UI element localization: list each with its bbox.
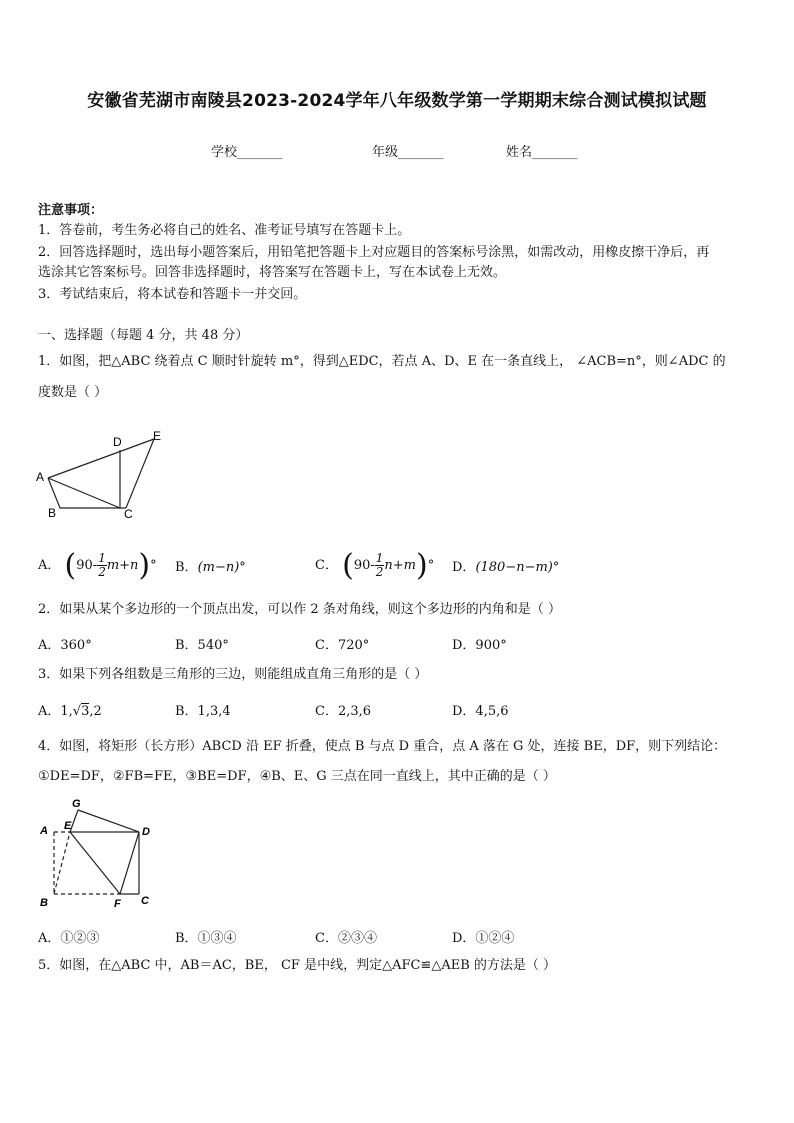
option-label: C． <box>315 558 338 573</box>
q4-option-a[interactable]: A．①②③ <box>38 931 100 946</box>
question-5-text: 5．如图，在△ABC 中，AB＝AC，BE， CF 是中线，判定△AFC≌△AEB 的方法是（ ） <box>38 958 557 973</box>
q2-option-d[interactable]: D．900° <box>452 638 507 653</box>
section-heading: 一、选择题（每题 4 分，共 48 分） <box>38 328 249 343</box>
question-3-text: 3．如果下列各组数是三角形的三边，则能组成直角三角形的是（ ） <box>38 667 428 682</box>
notice-heading: 注意事项： <box>38 203 104 218</box>
q2-option-c[interactable]: C．720° <box>315 638 370 653</box>
label-b: B <box>40 897 48 908</box>
label-f: F <box>114 898 121 908</box>
label-b: B <box>48 506 57 520</box>
q1-option-d[interactable]: D．(180−n−m)° <box>452 560 560 575</box>
q4-option-c[interactable]: C．②③④ <box>315 931 377 946</box>
question-1-text-cont: 度数是（ ） <box>38 385 108 400</box>
grade-field: 年级_______ <box>372 145 444 160</box>
q3-option-c[interactable]: C．2,3,6 <box>315 704 372 719</box>
question-4-text: 4．如图，将矩形（长方形）ABCD 沿 EF 折叠，使点 B 与点 D 重合，点 A 落在 G 处，连接 BE，DF，则下列结论： <box>38 739 727 754</box>
notice-item: 2．回答选择题时，选出每小题答案后，用铅笔把答题卡上对应题目的答案标号涂黑，如需改动，用橡皮擦干净后，再 <box>38 245 710 260</box>
q3-option-b[interactable]: B．1,3,4 <box>175 704 231 719</box>
label-e: E <box>153 429 162 443</box>
rectangle-fold-figure <box>36 796 162 908</box>
label-g: G <box>72 798 81 810</box>
notice-item: 3．考试结束后，将本试卷和答题卡一并交回。 <box>38 287 307 302</box>
label-d: D <box>142 826 150 838</box>
q1-option-b[interactable]: B．(m−n)° <box>175 560 246 575</box>
q4-option-d[interactable]: D．①②④ <box>452 931 515 946</box>
triangle-rotation-figure <box>34 428 174 520</box>
q4-option-b[interactable]: B．①③④ <box>175 931 237 946</box>
q3-option-a[interactable]: A．1,√3,2 <box>38 704 102 719</box>
page-title: 安徽省芜湖市南陵县2023-2024学年八年级数学第一学期期末综合测试模拟试题 <box>87 91 707 111</box>
question-1-text: 1．如图，把△ABC 绕着点 C 顺时针旋转 m°，得到△EDC，若点 A、D、E 在一条直线上， ∠ACB=n°，则∠ADC 的 <box>38 354 726 369</box>
label-d: D <box>113 435 122 449</box>
label-c: C <box>141 895 149 907</box>
label-c: C <box>124 507 133 520</box>
school-field: 学校_______ <box>211 145 283 160</box>
label-a: A <box>40 825 48 837</box>
q2-option-a[interactable]: A．360° <box>38 638 92 653</box>
q1-option-a[interactable]: A． (90- $\frac{1}{2}$ m+n)° <box>38 548 157 583</box>
label-a: A <box>36 470 45 484</box>
q2-option-b[interactable]: B．540° <box>175 638 229 653</box>
option-label: A． <box>38 558 61 573</box>
question-4-text-cont: ①DE=DF，②FB=FE，③BE=DF，④B、E、G 三点在同一直线上，其中正确的是（ ） <box>38 769 556 784</box>
label-e: E <box>64 820 72 832</box>
question-2-text: 2．如果从某个多边形的一个顶点出发，可以作 2 条对角线，则这个多边形的内角和是（ ） <box>38 602 561 617</box>
q1-option-c[interactable]: C． (90- $\frac{1}{2}$ n+m)° <box>315 548 435 583</box>
name-field: 姓名_______ <box>506 145 578 160</box>
q3-option-d[interactable]: D．4,5,6 <box>452 704 509 719</box>
notice-item: 选涂其它答案标号。回答非选择题时，将答案写在答题卡上，写在本试卷上无效。 <box>38 265 507 280</box>
notice-item: 1．答卷前，考生务必将自己的姓名、准考证号填写在答题卡上。 <box>38 223 411 238</box>
